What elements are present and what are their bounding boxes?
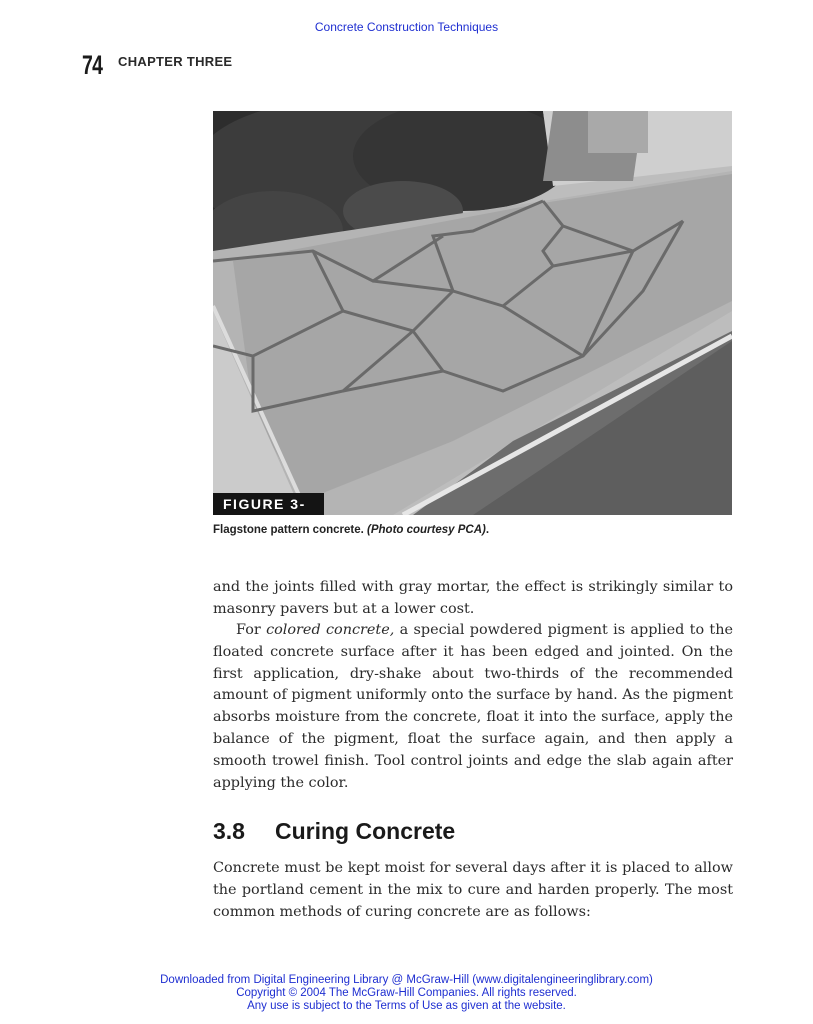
paragraph-curing: Concrete must be kept moist for several days after it is placed to allow the portland cement in the mix to cure and harden properly. The most common methods of curing concrete are as follows: (213, 860, 733, 920)
flagstone-photo-illustration (213, 111, 732, 515)
para2-rest: a special powdered pigment is applied to the floated concrete surface after it has been edged and jointed. On the first application, dry-shake about two-thirds of the recommended amount of pigment uniformly onto the surface by hand. As the pigment absorbs moisture from the concrete, float it into the surface, apply the balance of the pigment, float the surface again, and then apply a smooth trowel finish. Tool control joints and edge the slab again after applying the color. (213, 622, 733, 791)
footer (0, 974, 813, 1013)
chapter-heading: CHAPTER THREE (118, 54, 233, 69)
para2-start: For (236, 622, 267, 638)
paragraph-continued: and the joints filled with gray mortar, the effect is strikingly similar to masonry pavers but at a lower cost. (213, 579, 733, 617)
figure-label: FIGURE 3- (213, 493, 324, 515)
footer-terms-link[interactable]: Any use is subject to the Terms of Use as given at the website. (247, 1000, 566, 1012)
page-number: 74 (82, 50, 103, 80)
caption-text: Flagstone pattern concrete. (213, 524, 364, 536)
footer-copyright: Copyright © 2004 The McGraw-Hill Companies. All rights reserved. (236, 987, 577, 999)
section-title: Curing Concrete (275, 818, 456, 844)
figure-caption (213, 524, 489, 536)
section-number: 3.8 (213, 818, 245, 844)
caption-period: . (485, 524, 490, 536)
section-heading (213, 818, 455, 848)
book-title-link[interactable]: Concrete Construction Techniques (314, 20, 499, 34)
figure-photo (213, 111, 732, 515)
footer-download-link[interactable]: Downloaded from Digital Engineering Library @ McGraw-Hill (www.digitalengineeringlibrary.com) (160, 974, 653, 986)
para2-term: colored concrete, (266, 622, 395, 638)
caption-credit: (Photo courtesy PCA) (367, 524, 486, 536)
paragraph-colored-concrete (213, 620, 733, 794)
